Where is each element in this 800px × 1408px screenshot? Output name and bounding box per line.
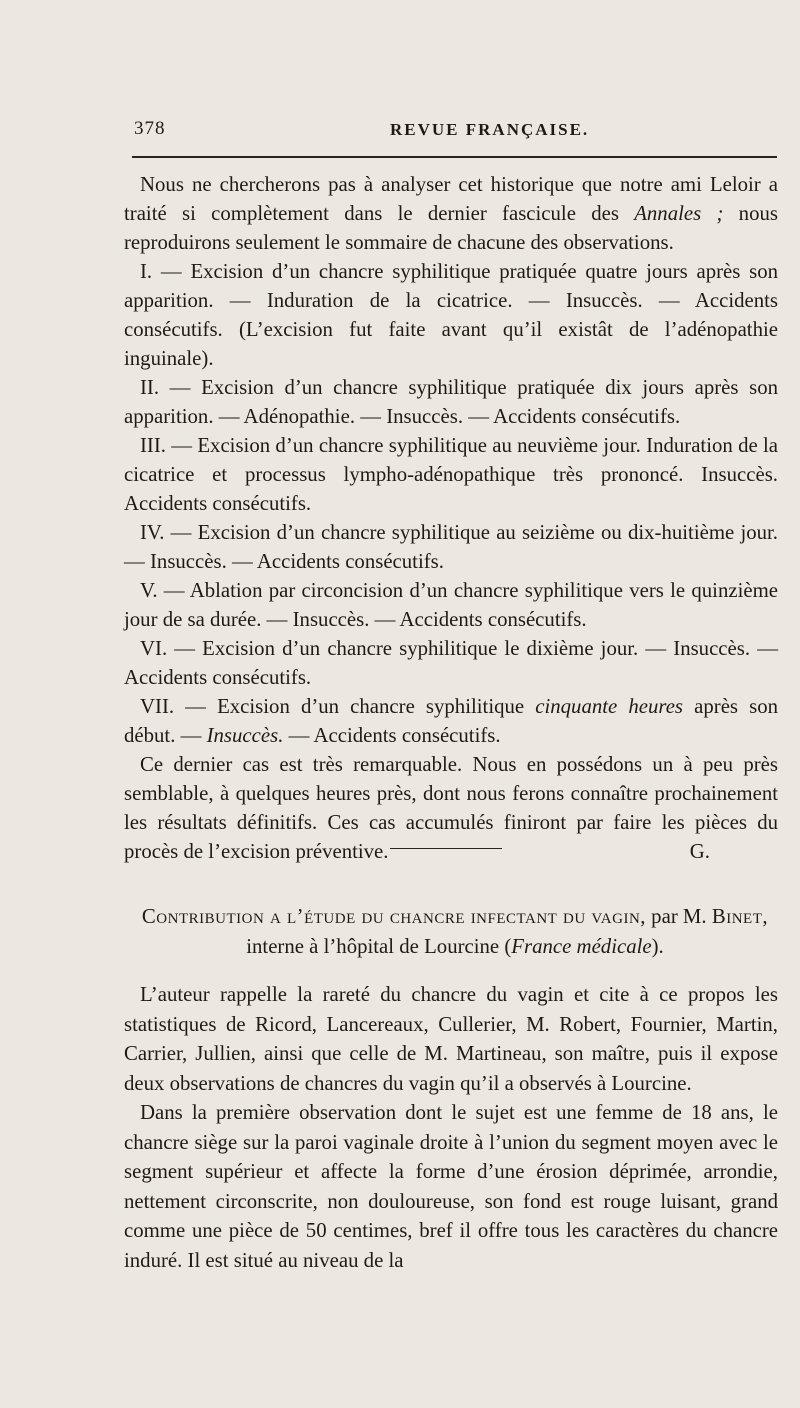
article-title-by: par M. xyxy=(645,905,712,928)
article-author: Binet, xyxy=(711,905,769,928)
article-source-close: ). xyxy=(651,935,664,958)
article-source: France médicale xyxy=(511,935,652,958)
intro-paragraph xyxy=(124,170,778,257)
observation-6: VI. — Excision d’un chancre syphilitique le dixième jour. — Insuccès. — Accidents consécutifs. xyxy=(124,637,778,689)
article-paragraph-2: Dans la première observation dont le sujet est une femme de 18 ans, le chancre siège sur la paroi vaginale droite à l’union du segment moyen avec le segment supérieur et affecte la forme d’une érosion déprimée, arrondie, nettement circonscrite, non douloureuse, son fond est rouge luisant, grand comme une pièce de 50 centimes, bref il offre tous les caractères du chancre induré. Il est situé au niveau de la xyxy=(124,1101,778,1272)
obs7-text-c: — Accidents consécutifs. xyxy=(283,724,501,747)
section-separator xyxy=(390,848,502,849)
observation-5: V. — Ablation par circoncision d’un chancre syphilitique vers le quinzième jour de sa durée. — Insuccès. — Accidents consécutifs. xyxy=(124,579,778,631)
running-title: REVUE FRANÇAISE. xyxy=(390,120,590,139)
article-heading xyxy=(130,902,780,962)
section-observations xyxy=(124,170,778,866)
running-head xyxy=(0,118,800,148)
intro-text-b: nous reproduirons seulement le sommaire de chacune des observations. xyxy=(124,202,778,254)
conclusion-text: Ce dernier cas est très remarquable. Nous en possédons un à peu près semblable, à quelques heures près, dont nous ferons connaître prochainement les résultats définitifs. Ces cas accumulés finiront par faire les pièces du procès de l’excision préventive. xyxy=(124,753,778,863)
intro-italic: Annales ; xyxy=(634,202,724,225)
obs7-italic-2: Insuccès. xyxy=(206,724,284,747)
observation-1: I. — Excision d’un chancre syphilitique pratiquée quatre jours après son apparition. — Induration de la cicatrice. — Insuccès. — Accidents consécutifs. (L’excision fut faite avant qu’il existât de l’adénopathie inguinale). xyxy=(124,260,778,370)
observation-4: IV. — Excision d’un chancre syphilitique au seizième ou dix-huitième jour. — Insuccès. — Accidents consécutifs. xyxy=(124,521,778,573)
page-number: 378 xyxy=(134,118,166,139)
intro-text-a: Nous ne chercherons pas à analyser cet historique que notre ami Leloir a traité si complètement dans le dernier fascicule des xyxy=(124,173,778,225)
observation-3: III. — Excision d’un chancre syphilitique au neuvième jour. Induration de la cicatrice et processus lympho-adénopathique très prononcé. Insuccès. Accidents consécutifs. xyxy=(124,434,778,515)
article-body xyxy=(124,980,778,1275)
header-rule xyxy=(132,156,777,158)
observation-7 xyxy=(124,692,778,750)
signature: G. xyxy=(689,840,710,863)
obs7-text-b: après son début. — xyxy=(124,695,779,747)
article-title: Contribution a l’étude du chancre infectant du vagin, xyxy=(141,905,646,928)
observation-2: II. — Excision d’un chancre syphilitique pratiquée dix jours après son apparition. — Adénopathie. — Insuccès. — Accidents consécutifs. xyxy=(124,376,778,428)
obs7-italic-1: cinquante heures xyxy=(535,695,684,718)
article-paragraph-1: L’auteur rappelle la rareté du chancre du vagin et cite à ce propos les statistiques de Ricord, Lancereaux, Cullerier, M. Robert, Fournier, Martin, Carrier, Jullien, ainsi que celle de M. Martineau, son maître, puis il expose deux observations de chancres du vagin qu’il a observés à Lourcine. xyxy=(124,983,778,1095)
article-affiliation: interne à l’hôpital de Lourcine ( xyxy=(246,935,512,958)
obs7-text-a: VII. — Excision d’un chancre syphilitique xyxy=(140,695,536,718)
